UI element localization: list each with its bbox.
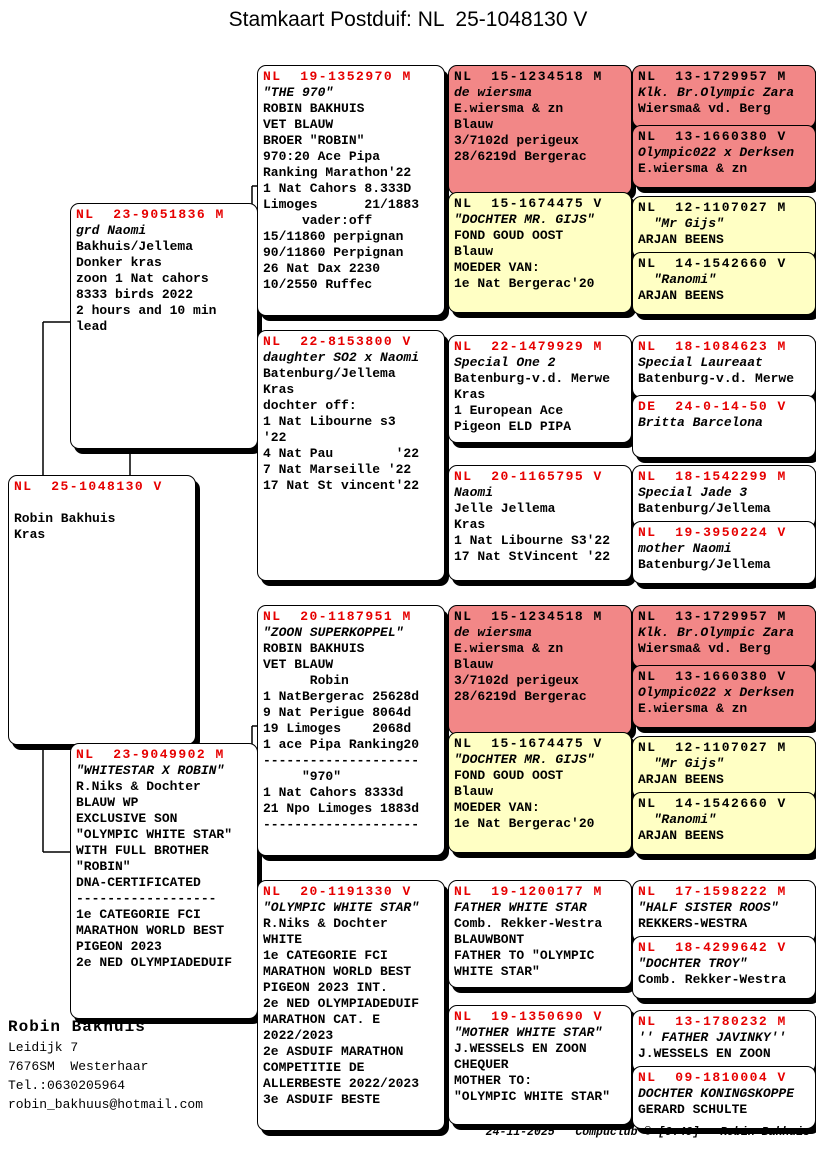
box-text [454, 1025, 626, 1105]
box-text-line: Blauw [454, 657, 494, 672]
box-text-line: DNA-CERTIFICATED [76, 875, 201, 890]
box-text-line: MARATHON WORLD BEST [76, 923, 225, 938]
pedigree-box-NL-15-1234518-M [448, 65, 632, 195]
box-text-line: CHEQUER [454, 1057, 509, 1072]
page-title: Stamkaart Postduif: NL 25-1048130 V [228, 8, 588, 31]
box-text-line: "Mr Gijs" [638, 216, 724, 231]
ring-number: NL 19-1200177 M [454, 884, 603, 899]
box-text-line: Comb. Rekker-Westra [454, 916, 603, 931]
pedigree-box-DE-24-0-14-50-V [632, 395, 816, 458]
box-text-line: vader:off [263, 213, 373, 228]
box-text-line: "ROBIN" [76, 859, 131, 874]
ring-number: NL 17-1598222 M [638, 884, 787, 899]
box-text-line: Ranking Marathon'22 [263, 165, 412, 180]
box-text-line: "OLYMPIC WHITE STAR" [263, 900, 420, 915]
box-text-line: Britta Barcelona [638, 415, 763, 430]
ring-number: NL 22-8153800 V [263, 334, 412, 349]
ring-number: NL 13-1729957 M [638, 609, 787, 624]
box-text-line: 3/7102d perigeux [454, 673, 579, 688]
ring-number: NL 15-1234518 M [454, 609, 603, 624]
pedigree-box-NL-09-1810004-V [632, 1066, 816, 1129]
box-text-line: "Ranomi" [638, 812, 717, 827]
box-text-line: 1 Nat Cahors 8.333D [263, 181, 412, 196]
box-text-line: 2022/2023 [263, 1028, 334, 1043]
box-text-line: 21 Npo Limoges 1883d [263, 801, 420, 816]
ring-number: DE 24-0-14-50 V [638, 399, 787, 414]
box-text-line: VET BLAUW [263, 117, 334, 132]
pedigree-box-NL-13-1660380-V [632, 665, 816, 728]
box-text-line: dochter off: [263, 398, 357, 413]
pedigree-box-NL-18-1084623-M [632, 335, 816, 398]
box-text-line: EXCLUSIVE SON [76, 811, 178, 826]
box-text-line: Wiersma& vd. Berg [638, 101, 771, 116]
box-text-line: FATHER WHITE STAR [454, 900, 587, 915]
box-text-line: lead [76, 319, 108, 334]
box-text-line: 19 Limoges 2068d [263, 721, 412, 736]
box-text-line: 8333 birds 2022 [76, 287, 194, 302]
pedigree-box-NL-15-1234518-M [448, 605, 632, 735]
box-text-line: MOTHER TO: [454, 1073, 533, 1088]
box-text-line: ARJAN BEENS [638, 828, 724, 843]
ring-number: NL 20-1191330 V [263, 884, 412, 899]
box-text-line: Special One 2 [454, 355, 556, 370]
box-text-line: "WHITESTAR X ROBIN" [76, 763, 225, 778]
box-text-line: Blauw [454, 244, 494, 259]
box-text-line: FOND GOUD OOST [454, 768, 564, 783]
ring-number: NL 12-1107027 M [638, 740, 787, 755]
box-text-line: 1 Nat Cahors 8333d [263, 785, 404, 800]
box-text-line: ROBIN BAKHUIS [263, 641, 365, 656]
box-text-line: "MOTHER WHITE STAR" [454, 1025, 603, 1040]
owner-city: 7676SM Westerhaar [8, 1059, 149, 1074]
box-text [638, 812, 810, 844]
box-text [638, 756, 810, 788]
box-text-line: E.wiersma & zn [454, 641, 564, 656]
box-text-line: grd Naomi [76, 223, 147, 238]
pedigree-box-NL-14-1542660-V [632, 252, 816, 315]
pedigree-box-NL-20-1191330-V [257, 880, 445, 1131]
box-text-line: Donker kras [76, 255, 162, 270]
box-text-line: ROBIN BAKHUIS [263, 101, 365, 116]
pedigree-box-NL-15-1674475-V [448, 192, 632, 313]
ring-number: NL 12-1107027 M [638, 200, 787, 215]
box-text-line: Blauw [454, 117, 494, 132]
box-text-line: "Ranomi" [638, 272, 717, 287]
box-text-line: Batenburg/Jellema [638, 501, 771, 516]
box-text [454, 752, 626, 832]
box-text-line: zoon 1 Nat cahors [76, 271, 209, 286]
box-text-line: Batenburg/Jellema [638, 557, 771, 572]
box-text-line: PIGEON 2023 [76, 939, 162, 954]
owner-email: robin_bakhuus@hotmail.com [8, 1097, 204, 1112]
box-text-line: 10/2550 Ruffec [263, 277, 373, 292]
box-text-line: ARJAN BEENS [638, 772, 724, 787]
ring-number: NL 15-1674475 V [454, 736, 603, 751]
box-text-line: MARATHON CAT. E [263, 1012, 381, 1027]
box-text-line [14, 495, 190, 511]
box-text-line: de wiersma [454, 85, 533, 100]
box-text [638, 1030, 810, 1062]
box-text-line: Olympic022 x Derksen [638, 145, 795, 160]
box-text-line: -------------------- [263, 817, 420, 832]
box-text-line: R.Niks & Dochter [76, 779, 201, 794]
box-text-line: 1e CATEGORIE FCI [76, 907, 201, 922]
box-text-line: "HALF SISTER ROOS" [638, 900, 779, 915]
box-text-line: "ZOON SUPERKOPPEL" [263, 625, 404, 640]
box-text-line: Blauw [454, 784, 494, 799]
box-text-line: -------------------- [263, 753, 420, 768]
box-text-line: DOCHTER KONINGSKOPPE [638, 1086, 795, 1101]
ring-number: NL 13-1729957 M [638, 69, 787, 84]
box-text [638, 85, 810, 117]
box-text-line: WHITE STAR" [454, 964, 540, 979]
box-text [454, 485, 626, 565]
box-text [638, 485, 810, 517]
ring-number: NL 18-1084623 M [638, 339, 787, 354]
pedigree-box-NL-25-1048130-V [8, 475, 196, 745]
box-text-line: Kras [454, 387, 486, 402]
box-text-line: Comb. Rekker-Westra [638, 972, 787, 987]
pedigree-box-NL-12-1107027-M [632, 196, 816, 259]
box-text-line: 1 Nat Libourne S3'22 [454, 533, 611, 548]
box-text-line: Wiersma& vd. Berg [638, 641, 771, 656]
box-text-line: "DOCHTER MR. GIJS" [454, 212, 595, 227]
box-text [263, 900, 439, 1108]
box-text-line: WHITE [263, 932, 303, 947]
box-text-line: R.Niks & Dochter [263, 916, 388, 931]
box-text-line: 15/11860 perpignan [263, 229, 404, 244]
box-text [638, 625, 810, 657]
box-text-line: "THE 970" [263, 85, 334, 100]
box-text [638, 1086, 810, 1118]
box-text [263, 625, 439, 833]
box-text-line: 1e Nat Bergerac'20 [454, 276, 595, 291]
box-text-line: MARATHON WORLD BEST [263, 964, 412, 979]
ring-number: NL 23-9049902 M [76, 747, 225, 762]
box-text-line: J.WESSELS EN ZOON [638, 1046, 771, 1061]
ring-number: NL 13-1660380 V [638, 129, 787, 144]
ring-number: NL 13-1660380 V [638, 669, 787, 684]
box-text-line: 1 ace Pipa Ranking20 [263, 737, 420, 752]
box-text-line: E.wiersma & zn [638, 161, 748, 176]
owner-phone: Tel.:0630205964 [8, 1078, 126, 1093]
box-text-line: ARJAN BEENS [638, 232, 724, 247]
box-text-line: Pigeon ELD PIPA [454, 419, 572, 434]
box-text-line: REKKERS-WESTRA [638, 916, 748, 931]
box-text-line: "970" [263, 769, 342, 784]
pedigree-box-NL-19-1352970-M [257, 65, 445, 316]
box-text [638, 956, 810, 988]
box-text-line: COMPETITIE DE [263, 1060, 365, 1075]
owner-name: Robin Bakhuis [8, 1018, 146, 1036]
box-text [454, 85, 626, 165]
box-text [454, 355, 626, 435]
pedigree-box-NL-14-1542660-V [632, 792, 816, 855]
box-text [638, 145, 810, 177]
box-text-line: J.WESSELS EN ZOON [454, 1041, 587, 1056]
box-text-line: Batenburg/Jellema [263, 366, 396, 381]
ring-number: NL 13-1780232 M [638, 1014, 787, 1029]
box-text-line: daughter SO2 x Naomi [263, 350, 420, 365]
pedigree-box-NL-22-1479929-M [448, 335, 632, 443]
box-text-line: Klk. Br.Olympic Zara [638, 625, 795, 640]
box-text-line: Special Laureaat [638, 355, 763, 370]
box-text [263, 350, 439, 494]
box-text-line: Klk. Br.Olympic Zara [638, 85, 795, 100]
box-text [76, 223, 252, 335]
pedigree-box-NL-13-1729957-M [632, 605, 816, 668]
box-text-line: mother Naomi [638, 541, 732, 556]
box-text-line: ARJAN BEENS [638, 288, 724, 303]
ring-number: NL 18-4299642 V [638, 940, 787, 955]
ring-number: NL 19-1350690 V [454, 1009, 603, 1024]
box-text-line: GERARD SCHULTE [638, 1102, 748, 1117]
pedigree-box-NL-19-3950224-V [632, 521, 816, 584]
pedigree-box-NL-13-1729957-M [632, 65, 816, 128]
box-text-line: BLAUWBONT [454, 932, 525, 947]
ring-number: NL 14-1542660 V [638, 796, 787, 811]
box-text [454, 212, 626, 292]
box-text-line: FATHER TO "OLYMPIC [454, 948, 595, 963]
ring-number: NL 18-1542299 M [638, 469, 787, 484]
ring-number: NL 22-1479929 M [454, 339, 603, 354]
box-text-line: Olympic022 x Derksen [638, 685, 795, 700]
box-text-line: "DOCHTER TROY" [638, 956, 748, 971]
box-text-line: "OLYMPIC WHITE STAR" [454, 1089, 611, 1104]
box-text-line: de wiersma [454, 625, 533, 640]
box-text-line: ALLERBESTE 2022/2023 [263, 1076, 420, 1091]
box-text-line: BLAUW WP [76, 795, 139, 810]
box-text-line: "OLYMPIC WHITE STAR" [76, 827, 233, 842]
box-text-line: 1e Nat Bergerac'20 [454, 816, 595, 831]
ring-number: NL 15-1234518 M [454, 69, 603, 84]
box-text [638, 355, 810, 387]
owner-contact-block [8, 1016, 203, 1114]
box-text-line: 970:20 Ace Pipa [263, 149, 381, 164]
box-text-line: VET BLAUW [263, 657, 334, 672]
box-text-line: 28/6219d Bergerac [454, 689, 587, 704]
ring-number: NL 25-1048130 V [14, 479, 163, 494]
box-text-line: '' FATHER JAVINKY'' [638, 1030, 787, 1045]
box-text [638, 900, 810, 932]
box-text-line: "Mr Gijs" [638, 756, 724, 771]
box-text-line: Kras [14, 527, 46, 542]
box-text-line: BROER "ROBIN" [263, 133, 365, 148]
box-text-line: 1 NatBergerac 25628d [263, 689, 420, 704]
owner-street: Leidijk 7 [8, 1040, 79, 1055]
box-text [638, 272, 810, 304]
box-text [263, 85, 439, 293]
ring-number: NL 15-1674475 V [454, 196, 603, 211]
box-text-line: E.wiersma & zn [454, 101, 564, 116]
print-footer: 24-11-2025 Compuclub © [9.49] Robin Bakhuis [485, 1126, 810, 1139]
box-text-line: 90/11860 Perpignan [263, 245, 404, 260]
pedigree-box-NL-17-1598222-M [632, 880, 816, 943]
box-text-line: '22 [263, 430, 287, 445]
box-text [638, 415, 810, 431]
box-text [454, 900, 626, 980]
box-text-line: 3e ASDUIF BESTE [263, 1092, 381, 1107]
box-text-line: Special Jade 3 [638, 485, 748, 500]
box-text [638, 685, 810, 717]
box-text [638, 216, 810, 248]
ring-number: NL 20-1187951 M [263, 609, 412, 624]
box-text-line: 2e NED OLYMPIADEDUIF [76, 955, 233, 970]
box-text-line: Robin Bakhuis [14, 511, 116, 526]
box-text-line: 9 Nat Perigue 8064d [263, 705, 412, 720]
pedigree-box-NL-12-1107027-M [632, 736, 816, 799]
pedigree-box-NL-23-9051836-M [70, 203, 258, 449]
ring-number: NL 19-3950224 V [638, 525, 787, 540]
box-text-line: 28/6219d Bergerac [454, 149, 587, 164]
box-text-line: 26 Nat Dax 2230 [263, 261, 381, 276]
box-text [454, 625, 626, 705]
box-text-line: 17 Nat StVincent '22 [454, 549, 611, 564]
pedigree-box-NL-22-8153800-V [257, 330, 445, 581]
pedigree-box-NL-20-1187951-M [257, 605, 445, 856]
box-text-line: MOEDER VAN: [454, 800, 540, 815]
box-text-line: Jelle Jellema [454, 501, 556, 516]
pedigree-box-NL-19-1350690-V [448, 1005, 632, 1125]
box-text-line: ------------------ [76, 891, 217, 906]
pedigree-box-NL-23-9049902-M [70, 743, 258, 1019]
box-text-line: 1e CATEGORIE FCI [263, 948, 388, 963]
pedigree-box-NL-20-1165795-V [448, 465, 632, 581]
box-text-line: 3/7102d perigeux [454, 133, 579, 148]
box-text-line: 17 Nat St vincent'22 [263, 478, 420, 493]
ring-number: NL 09-1810004 V [638, 1070, 787, 1085]
box-text [76, 763, 252, 971]
box-text-line: 1 Nat Libourne s3 [263, 414, 396, 429]
box-text-line: E.wiersma & zn [638, 701, 748, 716]
box-text-line: Limoges 21/1883 [263, 197, 420, 212]
pedigree-box-NL-15-1674475-V [448, 732, 632, 853]
pedigree-box-NL-19-1200177-M [448, 880, 632, 988]
box-text-line: Batenburg-v.d. Merwe [454, 371, 611, 386]
box-text-line: Bakhuis/Jellema [76, 239, 194, 254]
box-text-line: 2 hours and 10 min [76, 303, 217, 318]
pedigree-box-NL-18-1542299-M [632, 465, 816, 528]
box-text-line: Batenburg-v.d. Merwe [638, 371, 795, 386]
ring-number: NL 20-1165795 V [454, 469, 603, 484]
box-text-line: 1 European Ace [454, 403, 564, 418]
box-text-line: Kras [263, 382, 295, 397]
box-text-line: 4 Nat Pau '22 [263, 446, 420, 461]
ring-number: NL 14-1542660 V [638, 256, 787, 271]
pedigree-box-NL-18-4299642-V [632, 936, 816, 999]
box-text-line: MOEDER VAN: [454, 260, 540, 275]
box-text-line: FOND GOUD OOST [454, 228, 564, 243]
box-text-line: Naomi [454, 485, 494, 500]
box-text-line: Kras [454, 517, 486, 532]
box-text-line: 2e NED OLYMPIADEDUIF [263, 996, 420, 1011]
box-text-line: Robin [263, 673, 349, 688]
box-text-line: "DOCHTER MR. GIJS" [454, 752, 595, 767]
box-text [638, 541, 810, 573]
box-text [14, 495, 190, 543]
box-text-line: PIGEON 2023 INT. [263, 980, 388, 995]
pedigree-box-NL-13-1780232-M [632, 1010, 816, 1073]
box-text-line: 7 Nat Marseille '22 [263, 462, 412, 477]
box-text-line: 2e ASDUIF MARATHON [263, 1044, 404, 1059]
pedigree-box-NL-13-1660380-V [632, 125, 816, 188]
ring-number: NL 19-1352970 M [263, 69, 412, 84]
box-text-line: WITH FULL BROTHER [76, 843, 209, 858]
ring-number: NL 23-9051836 M [76, 207, 225, 222]
